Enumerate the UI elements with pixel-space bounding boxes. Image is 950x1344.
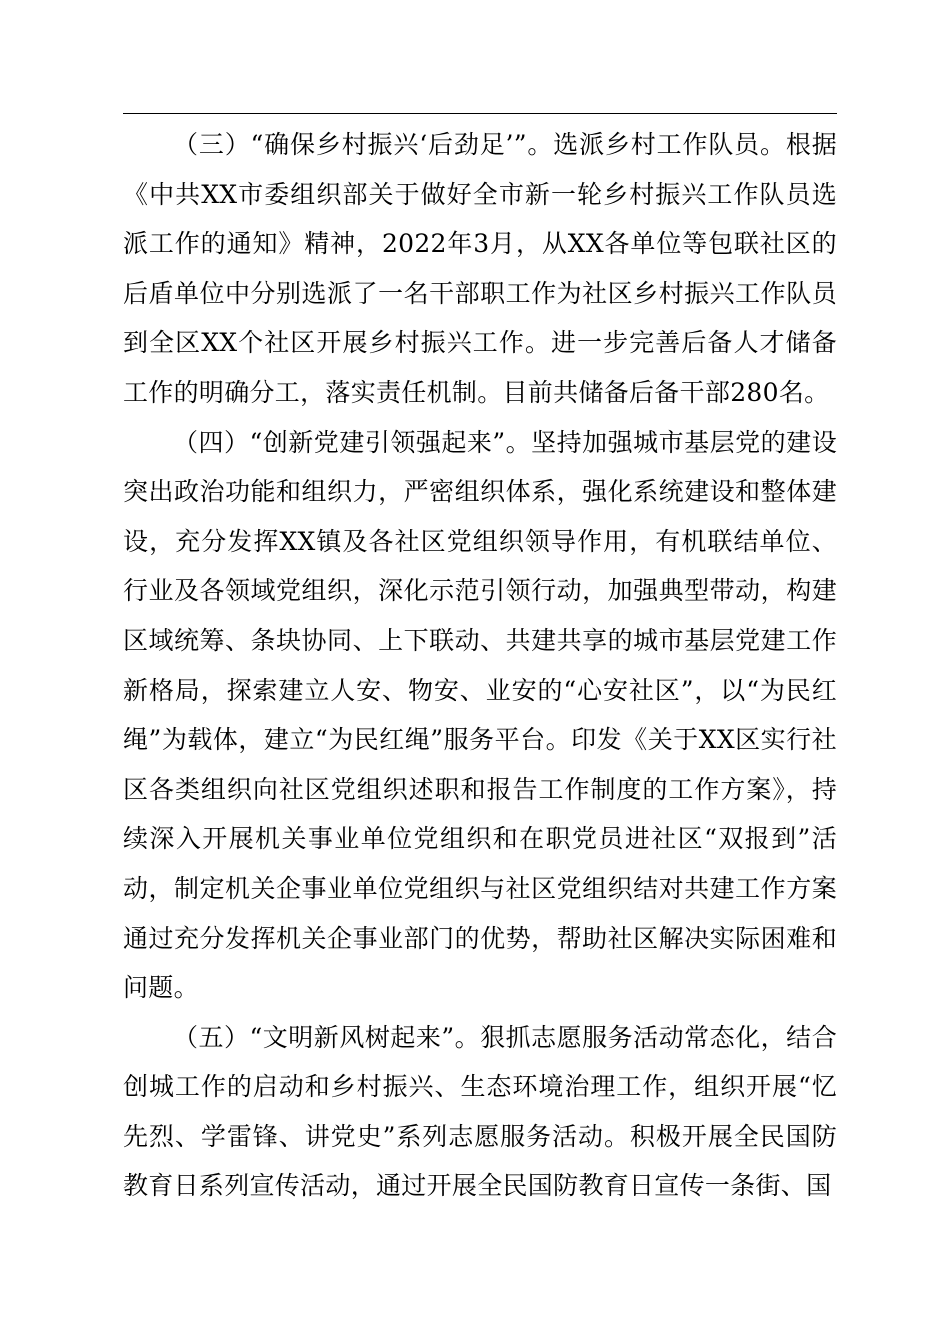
paragraph-section-4: （四）“创新党建引领强起来”。坚持加强城市基层党的建设突出政治功能和组织力，严密组织体系，强化系统建设和整体建设，充分发挥XX镇及各社区党组织领导作用，有机联结单位、行业及各领域党组织，深化示范引领行动，加强典型带动，构建区域统筹、条块协同、上下联动、共建共享的城市基层党建工作新格局，探索建立人安、物安、业安的“心安社区”，以“为民红绳”为载体，建立“为民红绳”服务平台。印发《关于XX区实行社区各类组织向社区党组织述职和报告工作制度的工作方案》，持续深入开展机关事业单位党组织和在职党员进社区“双报到”活动，制定机关企事业单位党组织与社区党组织结对共建工作方案通过充分发挥机关企事业部门的优势，帮助社区解决实际困难和问题。 — [123, 427, 837, 1003]
header-rule — [123, 113, 837, 114]
paragraph-section-3: （三）“确保乡村振兴‘后劲足’”。选派乡村工作队员。根据《中共XX市委组织部关于做好全市新一轮乡村振兴工作队员选派工作的通知》精神，2022年3月，从XX各单位等包联社区的后盾单位中分别选派了一名干部职工作为社区乡村振兴工作队员到全区XX个社区开展乡村振兴工作。进一步完善后备人才储备工作的明确分工，落实责任机制。目前共储备后备干部280名。 — [123, 130, 837, 407]
paragraph-section-5: （五）“文明新风树起来”。狠抓志愿服务活动常态化，结合创城工作的启动和乡村振兴、生态环境治理工作，组织开展“忆先烈、学雷锋、讲党史”系列志愿服务活动。积极开展全民国防教育日系列宣传活动，通过开展全民国防教育日宣传一条街、国 — [123, 1022, 837, 1201]
document-body — [123, 120, 837, 1211]
